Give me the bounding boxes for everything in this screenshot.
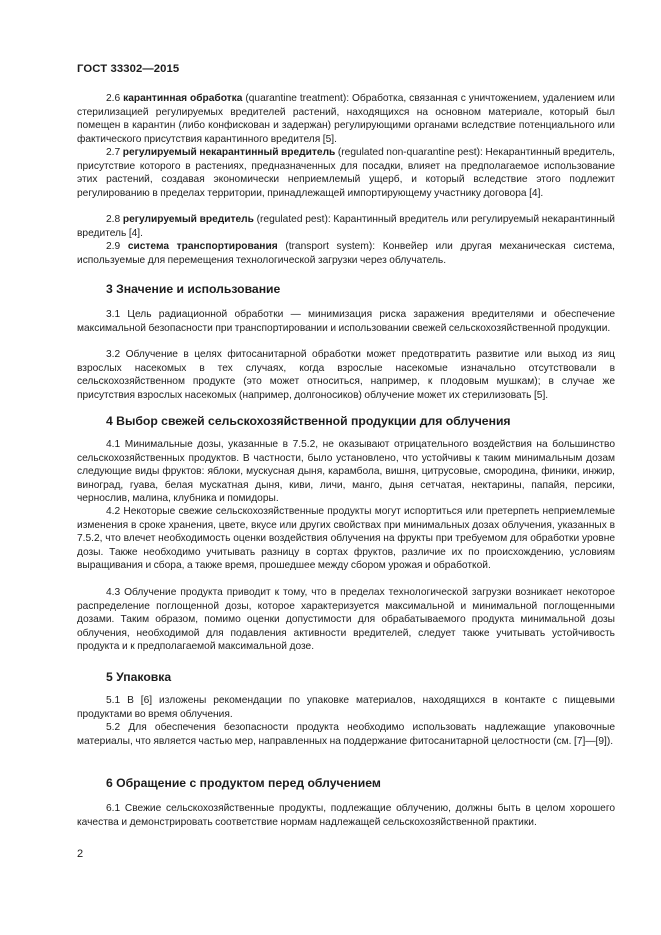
document-code-header: ГОСТ 33302—2015 <box>77 63 180 75</box>
item-term: система транспортирования <box>127 241 278 252</box>
paragraph: 4.2 Некоторые свежие сельскохозяйственные продукты могут испортиться или претерпеть неприемлемые изменения в сроке хранения, цвете, вкусе или других свойствах при минимальных дозах облучения, указанных в 7.5.2, что влечет необходимость оценки воздействия облучения на фрукты при требуемом для обработки уровне дозы. Также необходимо учитывать разницу в сортах фруктов, различие их по происхождению, условиям выращивания и сбора, а также время, прошедшее между сбором урожая и обработкой. <box>77 506 615 572</box>
item-number: 2.7 <box>106 147 121 158</box>
paragraph: 5.1 В [6] изложены рекомендации по упаковке материалов, находящихся в контакте с пищевыми продуктами во время облучения. <box>77 695 615 720</box>
item-text: (regulated pest): Карантинный вредитель или регулируемый некарантинный вредитель [4]. <box>77 214 616 239</box>
item-number: 2.6 <box>106 93 121 104</box>
definition-item <box>77 92 615 146</box>
item-text: (regulated non-quarantine pest): Некарантинный вредитель, присутствие которого в растениях, предназначенных для посадки, влияет на предполагаемое использование этих растений, создавая экономически неприемлемый ущерб, и который вследствие этого подлежит регулированию в пределах территории, принадлежащей импортирующему участнику договора [4]. <box>77 147 616 199</box>
item-term: карантинная обработка <box>123 93 243 104</box>
item-term: регулируемый вредитель <box>122 214 254 225</box>
definition-item <box>77 146 615 200</box>
item-text: (transport system): Конвейер или другая механическая система, используемые для перемещения технологической загрузки через облучатель. <box>77 241 616 266</box>
item-number: 2.9 <box>106 241 121 252</box>
section-heading: 4 Выбор свежей сельскохозяйственной продукции для облучения <box>106 414 511 428</box>
item-text: (quarantine treatment): Обработка, связанная с уничтожением, удалением или стерилизацией регулируемых вредителей растений, находящихся на основном материале, который был помещен в карантин (либо конфискован и задержан) регулирующими органами вследствие потенциального или фактического присутствия карантинного вредителя [5]. <box>77 93 616 145</box>
paragraph: 4.3 Облучение продукта приводит к тому, что в пределах технологической загрузки возникает некоторое распределение поглощенной дозы, которое характеризуется максимальной и минимальной поглощенными дозами. Таким образом, помимо оценки допустимости для обрабатываемого продукта минимальной дозы облучения, необходимой для подавления активности вредителей, следует также учитывать устойчивость продукта и к предполагаемой максимальной дозе. <box>77 587 615 653</box>
paragraph: 6.1 Свежие сельскохозяйственные продукты, подлежащие облучению, должны быть в целом хорошего качества и демонстрировать соответствие нормам надлежащей сельскохозяйственной практики. <box>77 803 615 828</box>
page-number: 2 <box>77 848 84 860</box>
paragraph: 5.2 Для обеспечения безопасности продукта необходимо использовать надлежащие упаковочные материалы, что является частью мер, направленных на поддержание фитосанитарной целостности (см. [7]—[9]). <box>77 722 615 747</box>
item-term: регулируемый некарантинный вредитель <box>122 147 336 158</box>
item-number: 2.8 <box>106 214 121 225</box>
paragraph: 4.1 Минимальные дозы, указанные в 7.5.2, не оказывают отрицательного воздействия на большинство сельскохозяйственных продуктов. В частности, было установлено, что устойчивы к таким минимальным дозам следующие виды фруктов: яблоки, мускусная дыня, карамбола, вишня, цитрусовые, смородина, финики, инжир, виноград, гуава, белая мускатная дыня, киви, личи, манго, дыня сетчатая, нектарины, папайя, персики, чернослив, малина, клубника и помидоры. <box>77 439 615 505</box>
section-heading: 6 Обращение с продуктом перед облучением <box>106 776 381 790</box>
section-heading: 3 Значение и использование <box>106 282 281 296</box>
definition-item <box>77 240 615 267</box>
paragraph: 3.1 Цель радиационной обработки — минимизация риска заражения вредителями и обеспечение максимальной безопасности при транспортировании и использовании свежей сельскохозяйственной продукции. <box>77 309 615 334</box>
section-heading: 5 Упаковка <box>106 670 172 684</box>
definition-item <box>77 213 615 240</box>
paragraph: 3.2 Облучение в целях фитосанитарной обработки может предотвратить развитие или выход из яиц взрослых насекомых в тех случаях, когда взрослые насекомые изначально отсутствовали в сельскохозяйственном продукте (это может относиться, например, к плодовым мушкам); в случае же присутствия взрослых насекомых (например, долгоносиков) облучение может их стерилизовать [5]. <box>77 349 615 401</box>
